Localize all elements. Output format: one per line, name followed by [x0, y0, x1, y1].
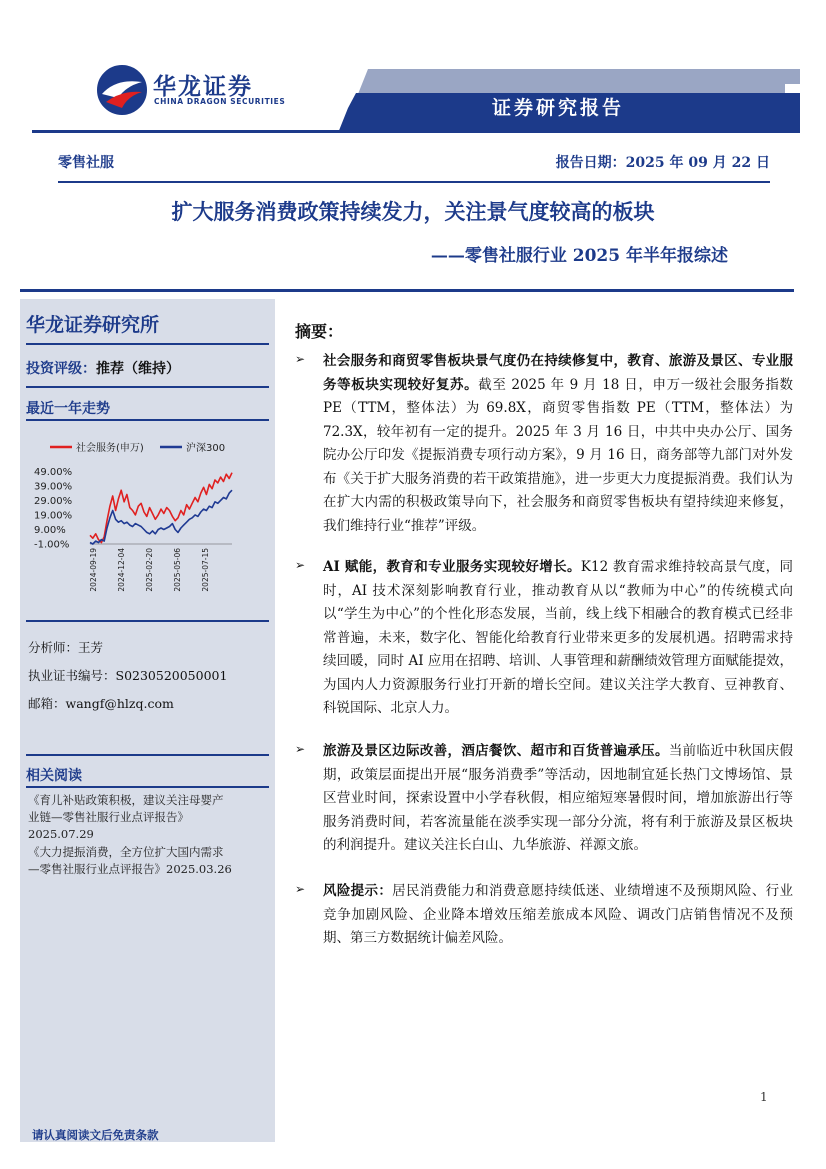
divider: [26, 343, 269, 345]
arrow-bullet-icon: ➢: [295, 558, 306, 572]
banner-title: 证券研究报告: [492, 97, 625, 119]
y-tick-label: 19.00%: [34, 510, 73, 522]
report-subtitle: ——零售社服行业 2025 年半年报综述: [430, 246, 728, 266]
abstract-title: 摘要：: [295, 322, 344, 341]
divider: [26, 419, 269, 421]
bullet-body: 当前临近中秋国庆假期，政策层面提出开展“服务消费季”等活动，因地制宜延长热门文博场馆、景区营业时间，探索设置中小学春秋假，相应缩短寒暑假时间，增加旅游出行等服务消费时间，若客流量能在淡季实现一部分分流，将有利于旅游及景区板块的利润提升。建议关注长白山、九华旅游、祥源文旅。: [323, 743, 794, 853]
divider: [26, 786, 269, 788]
rating-value: 推荐（维持）: [96, 361, 180, 377]
arrow-bullet-icon: ➢: [295, 882, 306, 896]
email[interactable]: 邮箱：wangf@hlzq.com: [28, 696, 174, 711]
x-tick-label: 2025-07-15: [201, 548, 210, 592]
report-header: [0, 0, 826, 135]
related-report-line: —零售社服行业点评报告》2025.03.26: [28, 862, 232, 876]
arrow-bullet-icon: ➢: [295, 352, 306, 366]
related-report-date: 2025.07.29: [28, 827, 94, 841]
x-tick-label: 2024-12-04: [117, 548, 126, 592]
page-number: 1: [760, 1090, 768, 1104]
divider: [26, 386, 269, 388]
x-tick-label: 2024-09-19: [89, 548, 98, 592]
company-logo-icon: [96, 64, 148, 116]
y-tick-label: -1.00%: [34, 539, 70, 551]
institute-name: 华龙证券研究所: [26, 314, 160, 336]
bullet-heading: 风险提示：: [323, 883, 393, 899]
divider: [58, 181, 770, 183]
y-tick-label: 39.00%: [34, 481, 73, 493]
disclaimer-note[interactable]: 请认真阅读文后免责条款: [32, 1128, 159, 1142]
analyst: 分析师：王芳: [28, 640, 104, 655]
bullet-heading: 旅游及景区边际改善，酒店餐饮、超市和百货普遍承压。: [323, 743, 669, 759]
bullet-heading: 社会服务和商贸零售板块景气度仍在持续修复中，教育、旅游及景区、专业服务等板块实现较好复苏。: [323, 353, 793, 393]
trend-label: 最近一年走势: [26, 401, 110, 417]
bullet-body: 截至 2025 年 9 月 18 日，申万一级社会服务指数 PE（TTM，整体法）为 69.8X，商贸零售指数 PE（TTM，整体法）为 72.3X，较年初有一定的提升。2025 年 3 月 16 日，中共中央办公厅、国务院办公厅印发《提振消费专项行动方案》，9 月 16 日，商务部等九部门对外发布《关于扩大服务消费的若干政策措施》，进一步更大力度提振消费。我们认为在扩大内需的积极政策导向下，社会服务和商贸零售板块有望持续迎来修复，我们维持行业“推荐”评级。: [323, 376, 793, 534]
legend-label: 社会服务(申万): [76, 443, 144, 454]
trend-chart: [32, 426, 247, 594]
brand-name: 华龙证券: [153, 74, 253, 100]
report-date: 报告日期：2025 年 09 月 22 日: [555, 155, 770, 171]
bullet-text: [323, 556, 793, 721]
x-tick-label: 2025-05-06: [173, 548, 182, 592]
related-reading-title: 相关阅读: [26, 768, 82, 784]
related-report-line: 《大力提振消费，全方位扩大国内需求: [28, 845, 224, 859]
bullet-body: 居民消费能力和消费意愿持续低迷、业绩增速不及预期风险、行业竞争加剧风险、企业降本增效压缩差旅成本风险、调改门店销售情况不及预期、第三方数据统计偏差风险。: [323, 883, 794, 946]
x-tick-label: 2025-02-20: [145, 548, 154, 592]
y-tick-label: 49.00%: [34, 466, 73, 478]
bullet-text: [323, 880, 793, 951]
divider: [20, 289, 794, 292]
divider: [26, 620, 269, 622]
legend-label: 沪深300: [186, 443, 226, 454]
related-report-line: 《育儿补贴政策积极，建议关注母婴产: [28, 793, 224, 807]
bullet-text: [323, 350, 793, 538]
bullet-heading: AI 赋能，教育和专业服务实现较好增长。: [323, 559, 581, 575]
brand-name-en: CHINA DRAGON SECURITIES: [154, 97, 286, 106]
sidebar: [20, 299, 275, 1142]
rating-label: 投资评级：: [26, 361, 96, 377]
certificate-number: 执业证书编号：S0230520050001: [28, 668, 228, 683]
sector-label: 零售社服: [58, 155, 114, 171]
investment-rating: [26, 358, 180, 378]
meta-row: [58, 152, 770, 174]
related-report[interactable]: [28, 792, 268, 843]
bullet-text: [323, 740, 793, 858]
bullet-body: K12 教育需求维持较高景气度，同时，AI 技术深刻影响教育行业，推动教育从以“教师为中心”的传统模式向以“学生为中心”的个性化形态发展，当前，线上线下相融合的教育模式已经非常普遍，未来，数字化、智能化给教育行业带来更多的发展机遇。招聘需求持续回暖，同时 AI 应用在招聘、培训、人事管理和薪酬绩效管理方面赋能提效，为国内人力资源服务行业打开新的增长空间。建议关注学大教育、豆神教育、科锐国际、北京人力。: [323, 559, 793, 716]
divider: [26, 754, 269, 756]
arrow-bullet-icon: ➢: [295, 742, 306, 756]
related-report[interactable]: [28, 844, 268, 878]
y-tick-label: 9.00%: [34, 524, 66, 536]
y-tick-label: 29.00%: [34, 495, 73, 507]
related-report-line: 业链—零售社服行业点评报告》: [28, 810, 189, 824]
report-title: 扩大服务消费政策持续发力，关注景气度较高的板块: [171, 200, 655, 224]
